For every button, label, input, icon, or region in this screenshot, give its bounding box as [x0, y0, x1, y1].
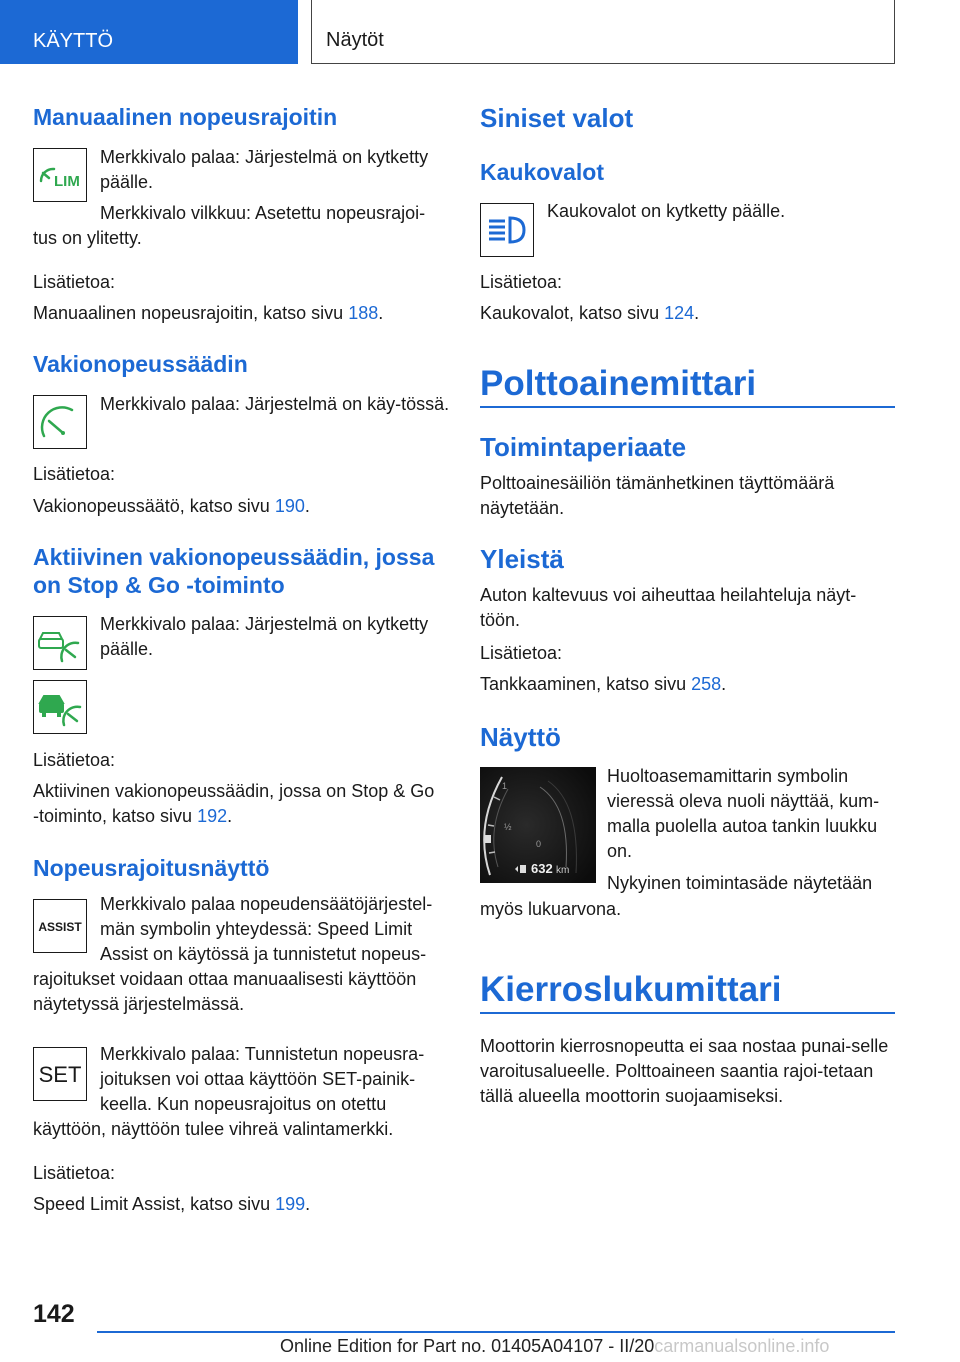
limiter-icon-label: LIM	[54, 173, 80, 190]
limiter-text-1: Merkkivalo palaa: Järjestelmä on kytketty päälle.	[100, 147, 429, 192]
active-cruise-more-info: Lisätietoa:	[33, 750, 116, 770]
display-text-1: Huoltoasemamittarin symbolin vieressä oleva nuoli näyttää, kum-malla puolella autoa tankin luukku on.	[607, 766, 880, 861]
active-cruise-text: Merkkivalo palaa: Järjestelmä on kytketty päälle.	[100, 614, 429, 659]
active-cruise-ref-text: Aktiivinen vakionopeussäädin, jossa on Stop & Go -toiminto, katso sivu	[33, 781, 435, 826]
range-value: 632	[531, 861, 553, 876]
fuel-gauge-heading: Polttoainemittari	[480, 364, 757, 403]
limiter-ref-text: Manuaalinen nopeusrajoitin, katso sivu	[33, 303, 349, 323]
high-beam-more-info: Lisätietoa:	[480, 272, 563, 292]
refuel-ref-text: Tankkaaminen, katso sivu	[480, 674, 692, 694]
general-text: Auton kaltevuus voi aiheuttaa heilahteluja näyt-töön.	[480, 585, 857, 630]
principle-heading: Toimintaperiaate	[480, 432, 687, 462]
tachometer-heading: Kierroslukumittari	[480, 970, 782, 1009]
fuel-pump-icon	[520, 865, 526, 873]
assist-text-end: rajoitukset voidaan ottaa manuaalisesti käyttöön näytetyssä järjestelmässä.	[33, 969, 417, 1014]
general-more-info: Lisätietoa:	[480, 643, 563, 663]
manual-limiter-heading: Manuaalinen nopeusrajoitin	[33, 104, 338, 130]
set-icon-label: SET	[38, 1062, 82, 1087]
limiter-ref-end: .	[378, 303, 384, 323]
refuel-ref-end: .	[721, 674, 727, 694]
high-beam-page-link[interactable]: 124	[664, 303, 695, 323]
set-text-end: käyttöön, näyttöön tulee vihreä valintamerkki.	[33, 1119, 394, 1139]
active-cruise-reference	[33, 779, 445, 829]
high-beam-ref-end: .	[694, 303, 700, 323]
chapter-header	[311, 0, 895, 64]
cruise-more-info: Lisätietoa:	[33, 464, 116, 484]
assist-text-start: Merkkivalo palaa nopeudensäätöjärjestel-män symbolin yhteydessä: Speed Limit Assist on käytössä ja tunnistetut nopeus-	[100, 894, 433, 964]
speed-limit-reference	[33, 1192, 310, 1217]
high-beam-reference	[480, 301, 699, 326]
display-heading: Näyttö	[480, 722, 561, 752]
active-cruise-vehicle-icon	[33, 680, 87, 734]
speed-limit-heading: Nopeusrajoitusnäyttö	[33, 855, 270, 881]
tachometer-text: Moottorin kierrosnopeutta ei saa nostaa punai-selle varoitusalueelle. Polttoaineen saantia rajoi-tetaan tällä alueella moottorin suojaamiseksi.	[480, 1036, 889, 1106]
limiter-page-link[interactable]: 188	[348, 303, 379, 323]
chapter-title: Näytöt	[326, 29, 384, 51]
cruise-heading: Vakionopeussäädin	[33, 351, 248, 377]
display-text-2-end: myös lukuarvona.	[480, 899, 622, 919]
speed-limit-more-info: Lisätietoa:	[33, 1163, 116, 1183]
general-heading: Yleistä	[480, 544, 564, 574]
gauge-full-label: 1	[502, 781, 508, 791]
tachometer-rule	[480, 1012, 895, 1014]
active-cruise-heading-1: Aktiivinen vakionopeussäädin, jossa	[33, 544, 435, 570]
cruise-ref-text: Vakionopeussäätö, katso sivu	[33, 496, 275, 516]
edition-text: Online Edition for Part no. 01405A04107 - II/20	[280, 1336, 655, 1356]
set-text-start: Merkkivalo palaa: Tunnistetun nopeusra-joituksen voi ottaa käyttöön SET-painik-keella. Kun nopeusrajoitus on otettu	[100, 1044, 425, 1114]
fuel-gauge-display-image	[480, 767, 596, 883]
page-number: 142	[33, 1300, 75, 1328]
active-cruise-icon	[33, 616, 87, 670]
refuel-reference	[480, 672, 726, 697]
limiter-more-info: Lisätietoa:	[33, 272, 116, 292]
active-cruise-heading-2: on Stop & Go -toiminto	[33, 572, 285, 598]
limiter-text-2-end: tus on ylitetty.	[33, 228, 142, 248]
limiter-reference	[33, 301, 383, 326]
set-indicator-icon	[33, 1047, 87, 1101]
section-title: KÄYTTÖ	[33, 30, 114, 52]
limiter-indicator-icon	[33, 148, 87, 202]
fuel-gauge-rule	[480, 406, 895, 408]
high-beam-text: Kaukovalot on kytketty päälle.	[547, 201, 786, 221]
section-tab	[0, 0, 298, 64]
watermark: carmanualsonline.info	[654, 1336, 830, 1356]
high-beam-icon	[480, 203, 534, 257]
high-beam-ref-text: Kaukovalot, katso sivu	[480, 303, 665, 323]
footer-edition	[280, 1336, 829, 1357]
footer-rule	[97, 1331, 895, 1333]
assist-icon-label: ASSIST	[38, 920, 82, 934]
range-unit: km	[556, 865, 570, 876]
limiter-text-2-start: Merkkivalo vilkkuu: Asetettu nopeusrajoi-	[100, 203, 426, 223]
refuel-page-link[interactable]: 258	[691, 674, 722, 694]
cruise-text: Merkkivalo palaa: Järjestelmä on käy-tössä.	[100, 394, 450, 414]
speed-limit-ref-end: .	[305, 1194, 311, 1214]
speed-limit-page-link[interactable]: 199	[275, 1194, 306, 1214]
cruise-page-link[interactable]: 190	[274, 496, 305, 516]
gauge-half-label: ½	[504, 822, 512, 832]
assist-indicator-icon	[33, 899, 87, 953]
cruise-ref-end: .	[304, 496, 310, 516]
display-text-2-start: Nykyinen toimintasäde näytetään	[607, 873, 873, 893]
principle-text: Polttoainesäiliön tämänhetkinen täyttömäärä näytetään.	[480, 473, 835, 518]
gauge-empty-label: 0	[536, 839, 542, 849]
high-beam-heading: Kaukovalot	[480, 159, 604, 185]
speed-limit-ref-text: Speed Limit Assist, katso sivu	[33, 1194, 276, 1214]
active-cruise-ref-end: .	[227, 806, 233, 826]
cruise-indicator-icon	[33, 395, 87, 449]
blue-lights-heading: Siniset valot	[480, 103, 634, 133]
active-cruise-page-link[interactable]: 192	[197, 806, 228, 826]
cruise-reference	[33, 494, 310, 519]
